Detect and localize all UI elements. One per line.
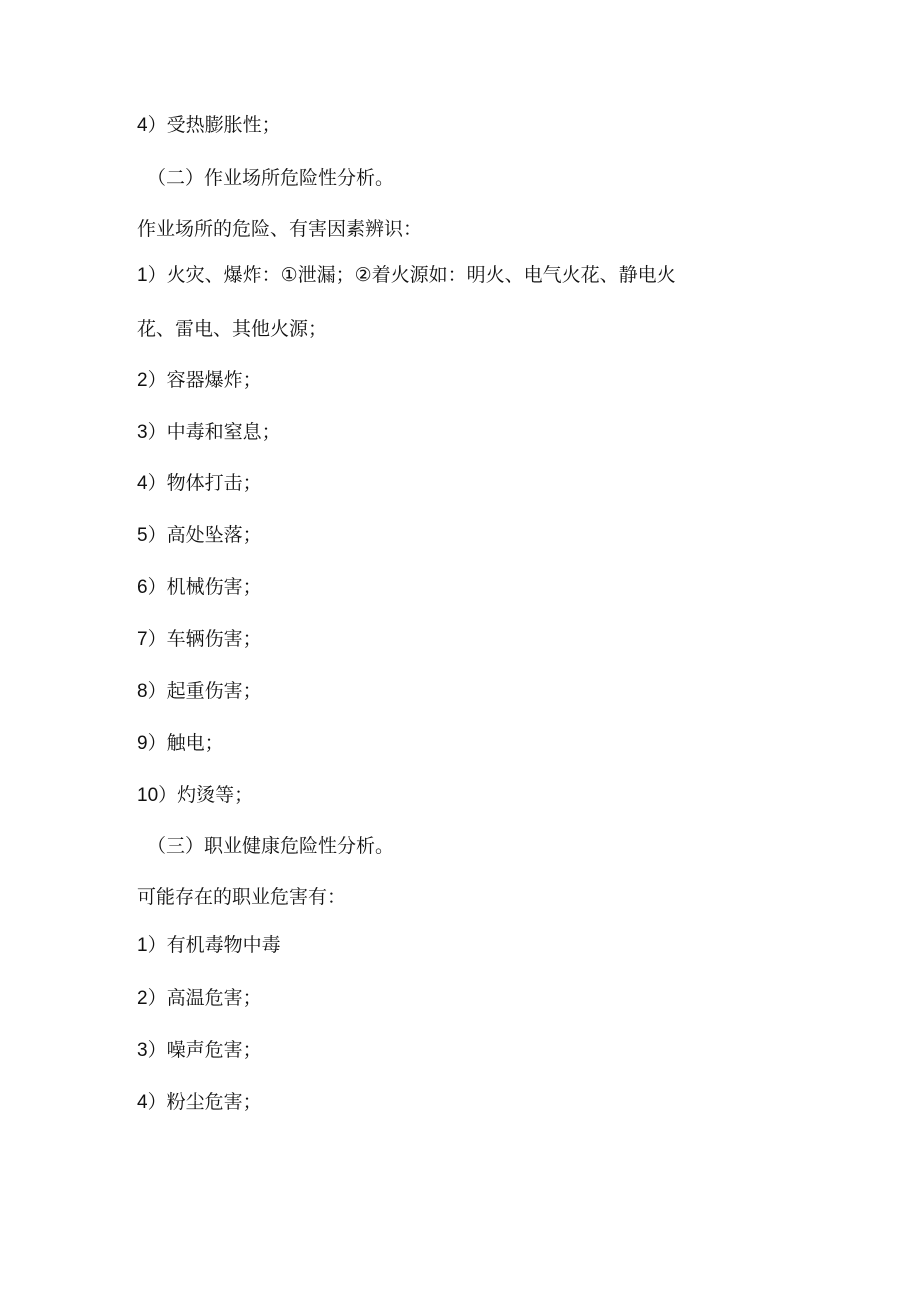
line-organic-poisoning: 1）有机毒物中毒: [137, 934, 281, 956]
line-mechanical-injury: 6）机械伤害；: [137, 576, 262, 598]
line-vehicle-injury: 7）车辆伤害；: [137, 628, 262, 650]
section-heading-workplace: （二）作业场所危险性分析。: [147, 167, 395, 189]
line-workplace-intro: 作业场所的危险、有害因素辨识：: [137, 218, 423, 240]
line-vessel-explosion: 2）容器爆炸；: [137, 369, 262, 391]
line-dust: 4）粉尘危害；: [137, 1091, 262, 1113]
line-noise: 3）噪声危害；: [137, 1039, 262, 1061]
line-fire-explosion-cont: 花、雷电、其他火源；: [137, 318, 328, 340]
section-heading-occupational-health: （三）职业健康危险性分析。: [147, 835, 395, 857]
line-electric-shock: 9）触电；: [137, 732, 224, 754]
line-occupational-intro: 可能存在的职业危害有：: [137, 886, 347, 908]
line-fire-explosion: 1）火灾、爆炸：①泄漏；②着火源如：明火、电气火花、静电火: [137, 264, 676, 286]
line-burns: 10）灼烫等；: [137, 784, 254, 806]
line-high-temperature: 2）高温危害；: [137, 987, 262, 1009]
line-fall-from-height: 5）高处坠落；: [137, 524, 262, 546]
line-object-strike: 4）物体打击；: [137, 472, 262, 494]
line-poisoning: 3）中毒和窒息；: [137, 421, 281, 443]
line-lifting-injury: 8）起重伤害；: [137, 680, 262, 702]
line-heat-expansion: 4）受热膨胀性；: [137, 114, 281, 136]
